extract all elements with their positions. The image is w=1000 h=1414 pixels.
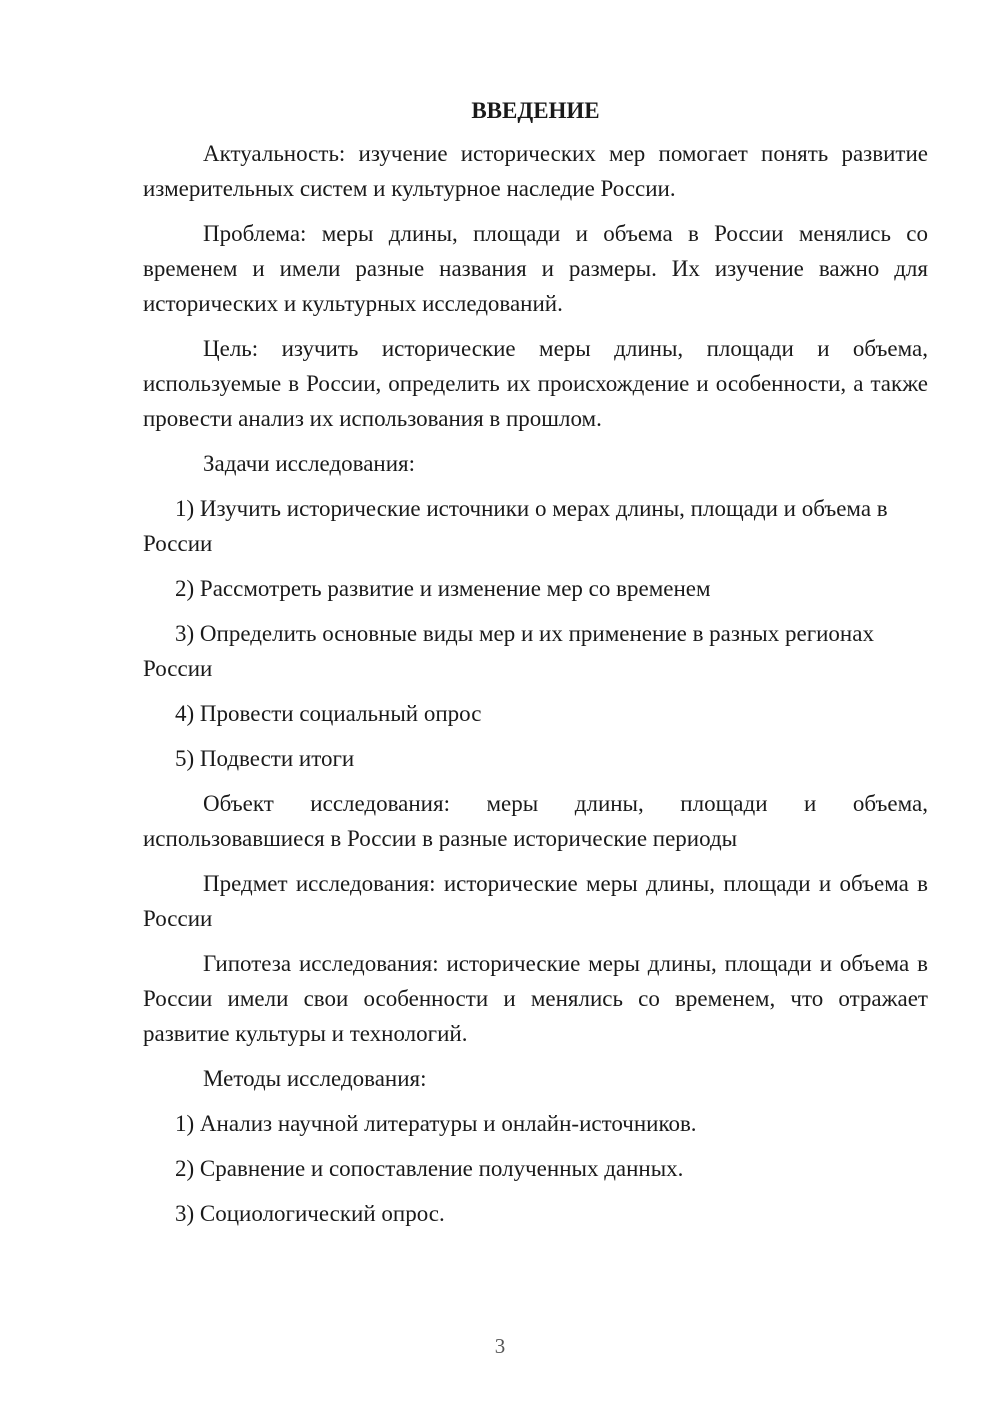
task-item: 2) Рассмотреть развитие и изменение мер со временем bbox=[175, 576, 711, 601]
problem-paragraph: Проблема: меры длины, площади и объема в России менялись со временем и имели разные названия и размеры. Их изучение важно для исторических и культурных исследований. bbox=[143, 221, 928, 316]
tasks-heading: Задачи исследования: bbox=[203, 451, 416, 476]
task-item: 5) Подвести итоги bbox=[175, 746, 355, 771]
relevance-paragraph: Актуальность: изучение исторических мер помогает понять развитие измерительных систем и культурное наследие России. bbox=[143, 141, 928, 201]
task-item: 1) Изучить исторические источники о мерах длины, площади и объема в России bbox=[143, 496, 888, 556]
methods-heading: Методы исследования: bbox=[203, 1066, 427, 1091]
task-item: 4) Провести социальный опрос bbox=[175, 701, 482, 726]
document-page bbox=[143, 96, 928, 1241]
goal-paragraph: Цель: изучить исторические меры длины, площади и объема, используемые в России, определить их происхождение и особенности, а также провести анализ их использования в прошлом. bbox=[143, 336, 928, 431]
page-number: 3 bbox=[494, 1334, 506, 1358]
object-paragraph: Объект исследования: меры длины, площади и объема, использовавшиеся в России в разные исторические периоды bbox=[143, 791, 928, 851]
method-item: 3) Социологический опрос. bbox=[175, 1201, 445, 1226]
subject-paragraph: Предмет исследования: исторические меры длины, площади и объема в России bbox=[143, 871, 928, 931]
method-item: 2) Сравнение и сопоставление полученных данных. bbox=[175, 1156, 684, 1181]
task-item: 3) Определить основные виды мер и их применение в разных регионах России bbox=[143, 621, 874, 681]
page-title: ВВЕДЕНИЕ bbox=[471, 98, 600, 123]
hypothesis-paragraph: Гипотеза исследования: исторические меры длины, площади и объема в России имели свои особенности и менялись со временем, что отражает развитие культуры и технологий. bbox=[143, 951, 928, 1046]
method-item: 1) Анализ научной литературы и онлайн-источников. bbox=[175, 1111, 697, 1136]
